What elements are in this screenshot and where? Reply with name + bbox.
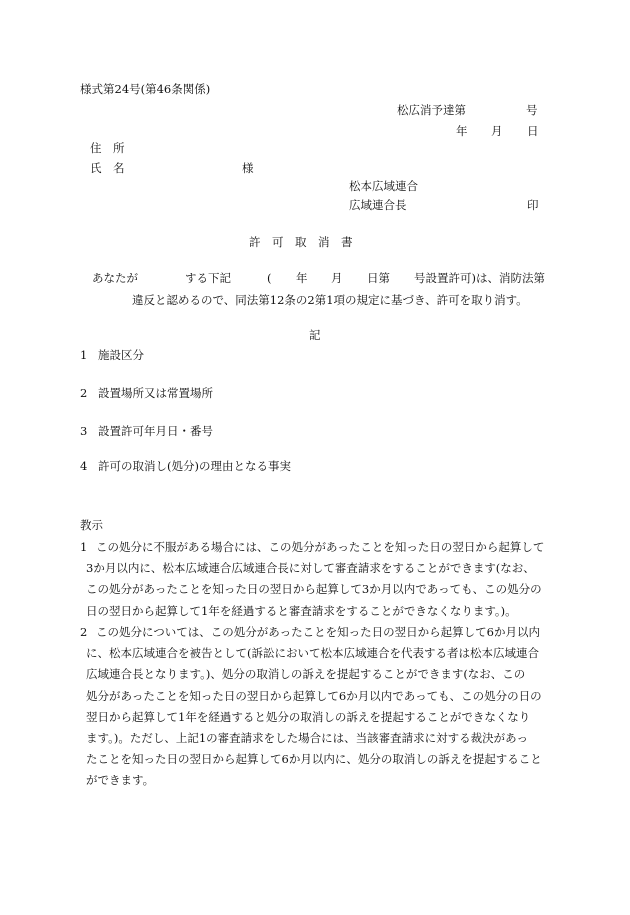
paragraph-line: たことを知った日の翌日から起算して6か月以内に、処分の取消しの訴えを提起すること xyxy=(86,752,542,767)
paragraph-line: に、松本広域連合を被告として(訴訟において松本広域連合を代表する者は松本広域連合 xyxy=(86,646,539,661)
item-label-facility-type: 施設区分 xyxy=(98,348,144,362)
paragraph-line: この処分に不服がある場合には、この処分があったことを知った日の翌日から起算して xyxy=(96,540,545,554)
paragraph-line: 翌日から起算して1年を経過すると処分の取消しの訴えを提起することができなくなり xyxy=(86,709,531,724)
item-number: 4 xyxy=(80,459,88,473)
body-text-f: 日第 xyxy=(367,271,390,285)
paragraph-line: 処分があったことを知った日の翌日から起算して6か月以内であっても、この処分の日の xyxy=(86,688,542,703)
paragraph-number: 2 xyxy=(80,625,88,639)
form-number: 様式第24号(第46条関係) xyxy=(80,82,211,96)
body-text-g: 号設置許可)は、消防法第 xyxy=(414,271,545,285)
paragraph-line: ます。)。ただし、上記1の審査請求をした場合には、当該審査請求に対する裁決があっ xyxy=(86,731,529,746)
paragraph-line: 3か月以内に、松本広域連合広域連合長に対して審査請求をすることができます(なお、 xyxy=(86,561,535,576)
notice-heading: 教示 xyxy=(80,518,103,532)
doc-number-prefix: 松広消予達第 xyxy=(397,103,466,117)
item-label-reason: 許可の取消し(処分)の理由となる事実 xyxy=(98,459,291,473)
honorific: 様 xyxy=(242,161,254,175)
item-number: 2 xyxy=(80,386,88,400)
body-text-e: 月 xyxy=(331,271,343,285)
paragraph-line: この処分があったことを知った日の翌日から起算して3か月以内であっても、この処分の xyxy=(86,582,542,597)
date-year: 年 xyxy=(456,124,468,138)
document-title: 許 可 取 消 書 xyxy=(249,235,353,249)
body-text-d: 年 xyxy=(296,271,308,285)
body-text-line2: 違反と認めるので、同法第12条の2第1項の規定に基づき、許可を取り消す。 xyxy=(132,293,528,307)
body-text-a: あなたが xyxy=(92,271,138,285)
name-label: 氏 名 xyxy=(90,161,125,175)
date-day: 日 xyxy=(527,124,539,138)
notice-paragraph-2 xyxy=(80,622,554,792)
paragraph-line: この処分については、この処分があったことを知った日の翌日から起算して6か月以内 xyxy=(96,625,540,639)
item-label-location: 設置場所又は常置場所 xyxy=(98,386,213,400)
notice-paragraph-1 xyxy=(80,537,554,622)
paragraph-line: 広域連合長となります。)、処分の取消しの訴えを提起することができます(なお、この xyxy=(86,667,526,682)
ki-mark: 記 xyxy=(309,328,321,342)
paragraph-line: 日の翌日から起算して1年を経過すると審査請求をすることができなくなります。)。 xyxy=(86,603,517,618)
body-text-c: ( xyxy=(267,271,272,285)
issuer-org: 松本広域連合 xyxy=(349,179,418,193)
issuer-title: 広域連合長 xyxy=(349,198,407,212)
date-month: 月 xyxy=(491,124,503,138)
item-number: 3 xyxy=(80,424,88,438)
doc-number-suffix: 号 xyxy=(526,103,538,117)
item-number: 1 xyxy=(80,348,88,362)
item-label-permit-date: 設置許可年月日・番号 xyxy=(98,424,213,438)
body-text-b: する下記 xyxy=(185,271,231,285)
address-label: 住 所 xyxy=(90,141,125,155)
paragraph-line: ができます。 xyxy=(86,773,155,788)
paragraph-number: 1 xyxy=(80,540,88,554)
seal-mark: 印 xyxy=(527,198,539,212)
